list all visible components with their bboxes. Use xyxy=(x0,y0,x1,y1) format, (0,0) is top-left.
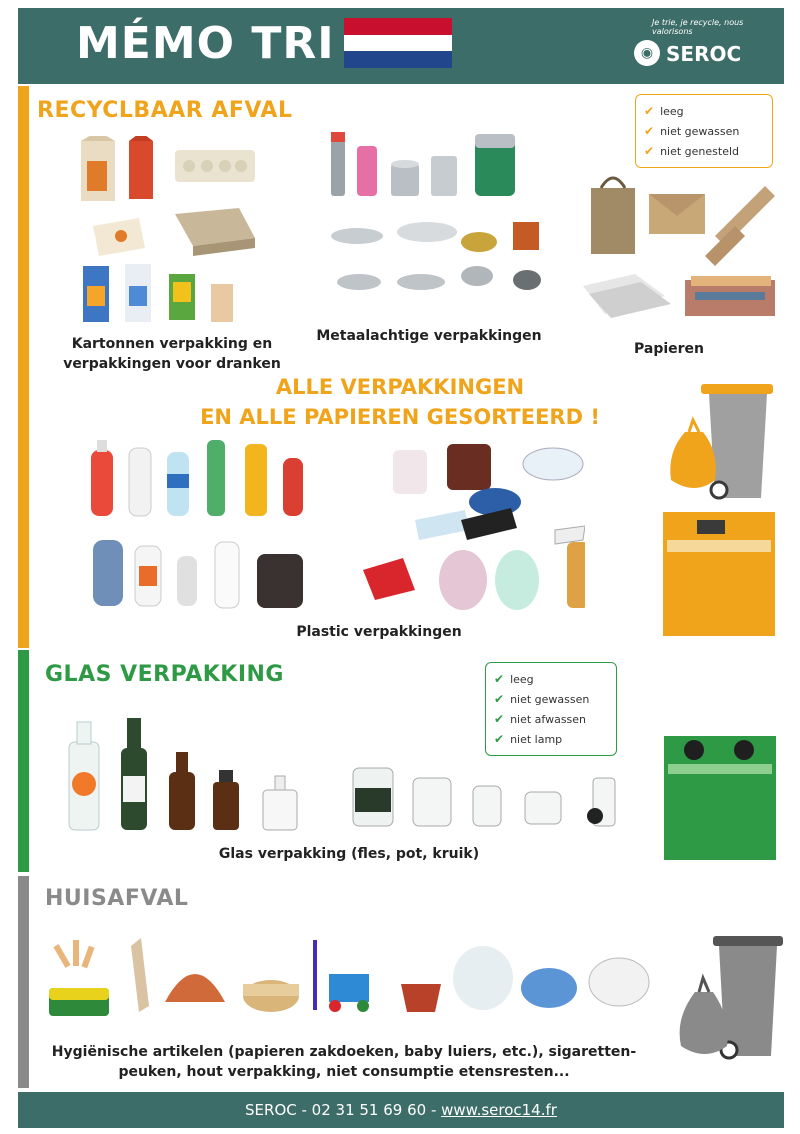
glass-section xyxy=(29,650,784,872)
yellow-container-icon xyxy=(663,512,775,636)
logo-tagline: Je trie, je recycle, nous valorisons xyxy=(652,18,744,36)
slogan: ALLE VERPAKKINGEN EN ALLE PAPIEREN GESORTEERD ! xyxy=(200,375,600,429)
checklist-item: ✔ niet gewassen xyxy=(494,692,590,706)
recyclable-checklist xyxy=(635,94,773,168)
green-glass-container-icon xyxy=(664,736,776,860)
page-title: MÉMO TRI xyxy=(76,18,335,69)
glass-caption: Glas verpakking (fles, pot, kruik) xyxy=(218,846,480,862)
footer-contact: SEROC - 02 31 51 69 60 - xyxy=(245,1101,442,1119)
logo-name: SEROC xyxy=(666,42,742,66)
recyclable-title: RECYCLBAAR AFVAL xyxy=(37,98,293,123)
cartons-illustration xyxy=(69,136,269,326)
glass-section-bar xyxy=(18,650,29,872)
paper-illustration xyxy=(575,166,785,326)
website-link[interactable]: www.seroc14.fr xyxy=(441,1101,557,1119)
household-waste-illustration xyxy=(45,926,655,1026)
header-banner xyxy=(18,8,784,84)
cartons-caption: Kartonnen verpakking en verpakkingen voor dranken xyxy=(63,336,281,372)
checklist-item: ✔ niet genesteld xyxy=(644,144,740,158)
gray-bin-icon xyxy=(665,932,785,1066)
check-icon: ✔ xyxy=(494,692,505,706)
check-icon: ✔ xyxy=(494,672,505,686)
metal-packaging-illustration xyxy=(317,126,547,326)
recyclable-section-bar xyxy=(18,86,29,648)
check-icon: ✔ xyxy=(494,732,505,746)
footer xyxy=(18,1092,784,1128)
household-section-bar xyxy=(18,876,29,1088)
checklist-item: ✔ leeg xyxy=(644,104,684,118)
check-icon: ✔ xyxy=(644,124,655,138)
checklist-item: ✔ niet lamp xyxy=(494,732,563,746)
glass-title: GLAS VERPAKKING xyxy=(45,662,284,687)
household-caption: Hygiënische artikelen (papieren zakdoeken, baby luiers, etc.), sigaretten- peuken, hout verpakking, niet consumptie etensresten... xyxy=(51,1044,637,1080)
globe-icon: ◉ xyxy=(634,40,660,66)
netherlands-flag-icon xyxy=(344,18,452,68)
plastic-caption: Plastic verpakkingen xyxy=(296,624,462,640)
check-icon: ✔ xyxy=(494,712,505,726)
checklist-item: ✔ niet gewassen xyxy=(644,124,740,138)
seroc-logo xyxy=(634,18,764,74)
household-section xyxy=(29,876,784,1088)
plastic-packaging-illustration xyxy=(85,430,585,620)
check-icon: ✔ xyxy=(644,144,655,158)
recyclable-section xyxy=(29,86,784,648)
metal-caption: Metaalachtige verpakkingen xyxy=(316,328,542,344)
yellow-bin-icon xyxy=(659,382,779,502)
checklist-item: ✔ niet afwassen xyxy=(494,712,587,726)
household-title: HUISAFVAL xyxy=(45,886,189,911)
checklist-item: ✔ leeg xyxy=(494,672,534,686)
check-icon: ✔ xyxy=(644,104,655,118)
glass-packaging-illustration xyxy=(63,712,633,832)
paper-caption: Papieren xyxy=(633,341,704,357)
